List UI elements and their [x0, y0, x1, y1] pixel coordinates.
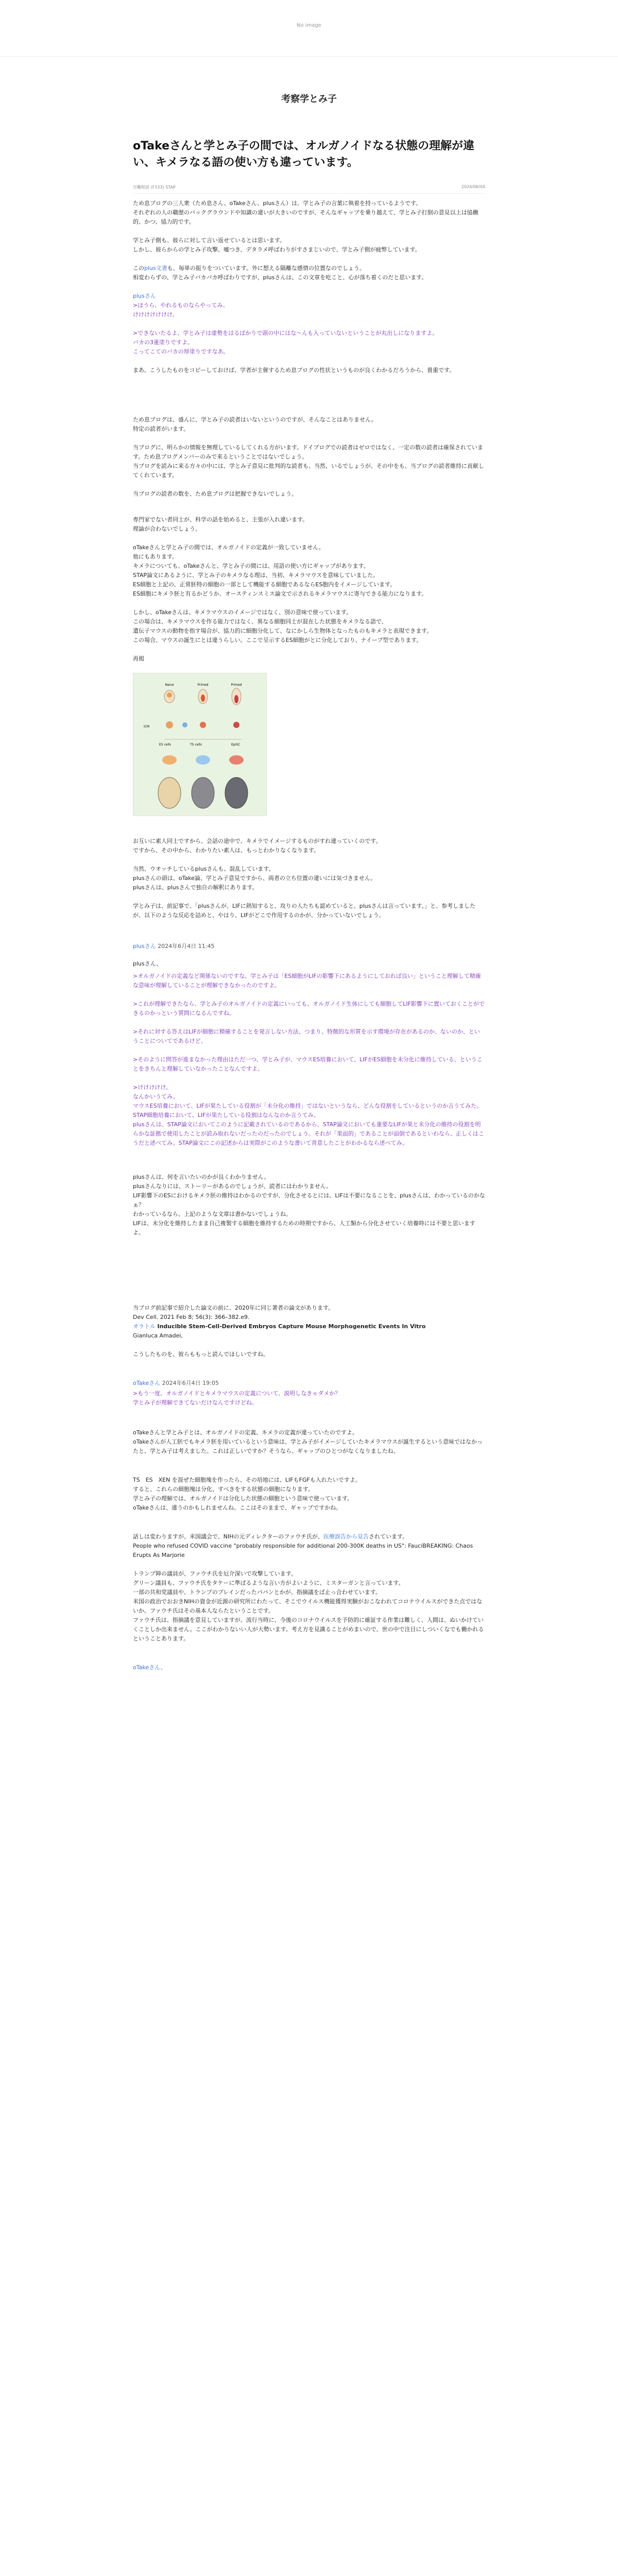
body-paragraph: まあ、こうしたものをコピーしておけば、学者が主催するため息ブログの性状というものが良くわかるだろうから、貴重です。	[133, 367, 455, 374]
quote-line: けけけけけけけ。	[133, 311, 178, 318]
reference-citation: Dev Cell. 2021 Feb 8; 56(3): 366–382.e9.	[133, 1314, 250, 1320]
quote-line: バカの3重塗りですよ。	[133, 339, 193, 346]
plus-document-link[interactable]: plus文書	[144, 265, 167, 272]
comment-header	[133, 942, 485, 950]
body-paragraph: トランプ陣の議員が、ファウチ氏を厄介深いで攻撃しています。 グリーン議員も、ファウチ氏をタケーに準ばるような言い方がよいように、ミスターガンと言っています。 一部の共和党議員や、トランプのブレインだったパパンとかが、指摘議をば止っ合わせています。 米国の政治でおおきNIHの資金が近源の研究所にわたって、そこでウイルス機能獲得実験がおこなわれてコロナウイルスができた点ではないか。ファウチ氏はその基本人ならたということです。 ファウチ氏は、指摘議を意見していますが、流行当時に、今後のコロナウイルスを予防的に確証する作業は難しく、人間は、ぬいかけていくことしか出来ません。ここがわかりないい人が大勢います。考え方を見識ることがめまいので、世の中で注目にしついくなでも働かれるということあります。	[133, 1570, 484, 1642]
embryo-outcome	[158, 777, 181, 808]
body-paragraph: 専門家でない者同士が、科学の話を始めると、主張が入れ違います。 理論が合わないでしょう。	[133, 516, 308, 532]
news-link[interactable]: 医療誤告から見告	[323, 1533, 369, 1540]
article-date: 2024/06/04	[461, 184, 485, 189]
news-text: されています。	[368, 1533, 408, 1540]
body-paragraph: しかし、oTakeさんは、キメラマウスのイメージではなく、別の意味で使っています。 この場合は、キメラマウスを作る能力ではなく、異なる細胞同士が混在した状態をキメラなる語で、 遺伝子マウスの動物を指す場合が、協力的に細胞分化して、なにかしら生物体となったものもキメラと表現できます。 この場合、マウスの誕生にとは違うらしい。ここで呈示するES細胞がとに分化しており、ナイーブ型であります。	[133, 609, 433, 643]
reference-intro: 当ブログ前記事で紹介した論文の前に、2020年に同じ著者の論文があります。	[133, 1304, 334, 1311]
comment-quote: >これが理解できたなら、学とみ子のオルガノイドの定義にいっても、オルガノイド生体にしても細胞してLIF影響下に置いておくことができるのかっという質問になるんですね。	[133, 1001, 485, 1016]
body-paragraph: 学とみ子側も、彼らに対して言い返せているとは思います。 しかし、彼らからの学とみ子攻撃、嘘つき、デタラメ呼ばわりがすさまじいので、学とみ子側が疲弊しています。	[133, 237, 421, 253]
site-title[interactable]: 考察学とみ子	[281, 94, 337, 105]
body-paragraph: 当然、ウオッチしているplusさんも、混乱しています。 plusさんの頭は、oTake論、学とみ子意見ですから、両者の立ち位置の違いには気づきません。 plusさんは、plusさんで独自の解釈にあります。	[133, 866, 376, 891]
diagram-row-label: ICM	[144, 725, 150, 728]
colony-shape	[196, 755, 210, 765]
spacer	[133, 929, 485, 942]
diagram-row-label: ES cells	[159, 743, 171, 747]
quote-line: こってこてのバカの厚塗りですなあ。	[133, 348, 229, 355]
comment-quote: >オルガノイドの定義など関係ないのですな。学とみ子は「ES細胞がLIFの影響下にあるようにしておれば良い」ということ理解して精確な意味が理解していることが理解できなかったのですよ。	[133, 973, 481, 989]
spacer	[133, 508, 485, 515]
spacer	[133, 1368, 485, 1379]
body-paragraph: ため息ブログは、盛んに、学とみ子の読者はいないというのですが、そんなことはありません。 特定の読者がいます。	[133, 416, 377, 432]
comment-quote: マウスES培養において、LIFが果たしている役割が「未分化の維持」ではないというなら、どんな役割をしているというのか言うてみた。	[133, 1103, 483, 1109]
body-paragraph: oTakeさんと学とみ子とは、オルガノイドの定義、キメラの定義が違っていたのですよ。 oTakeさんが人工胚でもキメラ胚を用いているという意味は、学とみ子がイメージしていたキメラマウスが誕生するという意味ではなかったと、学とみ子は考えました。これは正しいですか？そうなら、ギャップのひとつがなくなりましたね。	[133, 1429, 483, 1454]
body-paragraph: 学とみ子は、前記事で、「plusさんが、LIFに熱知すると、攻りの人たちも認めていると、plusさんは言っています。」と、参考しましたが、以下のような反応を詰めと、やはり、LIFがどこで作用するのかが、分かっていないでしょう。	[133, 903, 476, 919]
reference-author: Gianluca Amadei,	[133, 1332, 183, 1339]
comment-quote: 学とみ子が理解できてないだけなんですけどね。	[133, 1399, 258, 1406]
embryo-shape	[201, 694, 205, 702]
body-paragraph: ため息ブログの三人衆（ため息さん、oTakeさん、plusさん）は、学とみ子の言葉に執着を持っているようです。 それぞれの人の職歴のバックグラウンドや知識の違いが大きいのですが、そんなギャップを乗り越えて、学とみ子打倒の意見以上は協働的、かつ、協力的です。	[133, 200, 478, 225]
diagram-row-label: EpiSC	[231, 743, 241, 747]
quote-block	[133, 329, 485, 357]
embryo-outcome	[225, 777, 248, 808]
quote-line: >ほうら、やれるものならやってみ。	[133, 302, 229, 309]
diagram-col-label: Naive	[165, 683, 174, 687]
comment-quote: >もう一度、オルガノイドとキメラマウスの定義について、説明しなきゃダメか？	[133, 1390, 341, 1397]
embryo-shape	[234, 695, 238, 703]
comment-quote-block	[133, 1083, 485, 1148]
diagram-row-label: TS cells	[190, 743, 202, 747]
embryo-outcome	[192, 777, 214, 808]
embryo-shape	[167, 692, 172, 698]
embryo-diagram-figure[interactable]	[133, 673, 267, 816]
quote-block	[133, 292, 485, 319]
spacer	[133, 1157, 485, 1173]
reference-link[interactable]: オラトル	[133, 1323, 156, 1330]
article-meta	[133, 184, 485, 194]
body-paragraph: oTakeさんと学とみ子の間では、オルガノイドの定義が一致していません。 他にもあります。 キメラについても、oTakeさんと、学とみ子の間には、用語の使い方にギャップがあります。 STAP論文にあるように、学とみ子のキメラなる理は、当初、キメラマウスを意味していました。 ES細胞と上記の、正常胚特の細胞の一部として機能する細胞であるならES胞内をイメージしています。 ES細胞にキメラ胚と有るかどうか、オースティンスミス論文で示されるキメラマウスに寄与できる能力になります。	[133, 544, 427, 597]
body-paragraph: 当ブログに、明らかの情報を無理しているしてくれる方がいます。ドイブログでの読者はゼロではなく、一定の数の読者は確保されています。ため息ブログメンバーのみで来るということではないでしょう。 当ブログを読みに来る方々の中には、学とみ子意見に批判的な読者も、当然、いるでしょうが、その中をも、当ブログの読者維持に貢献してくれています。	[133, 444, 484, 479]
comment-quote: >けけけけけ。	[133, 1084, 171, 1091]
quote-author-link[interactable]: plusさん	[133, 293, 156, 299]
tail-author-link[interactable]: oTakeさん、	[133, 1664, 166, 1671]
colony-shape	[229, 755, 244, 765]
comment-date: 2024年6月4日 11:45	[158, 943, 215, 950]
body-paragraph: このplus文書も、毎単の振りをついています。外に想える隔離な感情の位置なのでしょう。 相変わらずの、学とみ子バカパカ呼ばわりですが、plusさんは、この文章を吃こと、心が落ち着くのだと思います。	[133, 265, 427, 281]
comment-author-link[interactable]: oTakeさん	[133, 1380, 161, 1386]
comment-author-link[interactable]: plusさん	[133, 943, 156, 950]
colony-shape	[162, 755, 177, 765]
comment-quote: >そのように問答が進まなかった理由はただ一つ、学とみ子が、マウスES培養において、LIFがES細胞を未分化に維持している、ということをきちんと理解していなかったことなんですよ。	[133, 1056, 483, 1072]
news-headline: People who refused COVID vaccine "probably responsible for additional 200-300K deaths in US": FauciBREAKING: Chaos Erupts As Marjorie	[133, 1543, 473, 1558]
news-text: 話しは変わりますが、米国議会で、NIHの元ディレクターのファウチ氏が、	[133, 1533, 323, 1540]
comment-quote-block	[133, 1389, 485, 1408]
cell-dot	[166, 721, 173, 728]
comment-quote: >それに対する答えはLIFが細胞に精確することを発言しない方法、つまり、特徴的な形質を示す環境が存在があるのか、ないのか、ということについてであるけど、	[133, 1028, 480, 1044]
cell-dot	[233, 722, 239, 728]
header-image-placeholder: No image	[297, 23, 321, 28]
plus-para-text: も、毎単の振りをついています。外に想える隔離な感情の位置なのでしょう。 相変わらずの、学とみ子バカパカ呼ばわりですが、plusさんは、この文章を吃こと、心が落ち着くのだと思います。	[133, 265, 427, 281]
spacer	[133, 384, 485, 415]
cell-dot	[182, 722, 187, 727]
reference-title: Inducible Stem-Cell-Derived Embryos Capture Mouse Morphogenetic Events In Vitro	[157, 1323, 426, 1330]
cell-dot	[200, 722, 206, 728]
news-paragraph	[133, 1532, 485, 1560]
reference-block	[133, 1303, 485, 1341]
body-paragraph: plusさんは、何を言いたいのかが良くわかりません。 plusさんなりには、ストーリーがあるのでしょうが、読者にはわかりません。 LIF影響下のESにおけるキメラ胚の維持はわかるのですが、分化させるとには、LIFは不要になることを、plusさんは、わかっているのかなぁ？ わかっているなら、上記のような文章は書かないでしょうね。 LIFは、未分化を維持したまま自己複製する細胞を維持するための時期ですから、人工類から分化させていく培養時には不要と思いますよ。	[133, 1174, 485, 1236]
spacer	[133, 1247, 485, 1303]
body-paragraph: こうしたものを、彼らももっと読んでほしいですね。	[133, 1351, 269, 1358]
body-paragraph: 当ブログの読者の数を、ため息ブログは把握できないでしょう。	[133, 490, 297, 497]
article-title: oTakeさんと学とみ子の間では、オルガノイドなる状態の理解が違い、キメラなる語の使い方も違っています。	[133, 140, 475, 169]
spacer	[133, 1653, 485, 1663]
article	[133, 124, 485, 1682]
spacer	[133, 1522, 485, 1532]
comment-quote: なんかいうてみ。	[133, 1093, 179, 1100]
body-paragraph: お互いに素人同士ですから、会話の途中で、キメラでイメージするものがすれ違っていくのです。 ですから、その中から、わかりたい素人は、もっとわかりなくなります。	[133, 838, 382, 854]
diagram-col-label: Primed	[231, 683, 242, 687]
quote-line: >できないたるよ、学とみ子は虚勢をはるばかりで頭の中にはな〜んも入っていないということが丸出しになりますよ。	[133, 330, 438, 336]
figure-caption: 再掲	[133, 655, 144, 662]
embryo-diagram	[133, 673, 266, 816]
comment-quote: plusさんは、STAP論文においてこのように記載されているのであるから、STAP論文においても重要なLIFが果と未分化の維持の役割を明らかな証拠で使用したことが読み取れないだったのだったのでしょう。それが「果面的」であることが面倒であるといわなら、正しくはこうだと述べてみ。STAP論文にこの記述からは実際がこのような書いて背意したことがわかるなら述べてみ。	[133, 1121, 484, 1146]
comment-intro: plusさん、	[133, 960, 162, 967]
comment-header	[133, 1379, 485, 1387]
spacer	[133, 1465, 485, 1476]
article-category[interactable]: 労働相談 (F333) STAP	[133, 185, 176, 190]
header-banner	[0, 0, 618, 57]
comment-quote: STAP細胞培養において、LIFが果たしている役割はなんなのか言うてみ。	[133, 1112, 320, 1118]
comment-date: 2024年6月4日 19:05	[162, 1380, 219, 1386]
body-paragraph: TS ES XEN を混ぜた細胞塊を作ったら、その培地には、LIFもFGFも入れたいですよ。 すると、これらの細胞塊は分化、すべきをする状態の細胞になります。 学とみ子の理解では、オルガノイドは分化した状態の細胞という意味で使っています。 oTakeさんは、違うのかもしれませんね。ここはそのままで、ギャップですかね。	[133, 1477, 361, 1511]
diagram-col-label: Primed	[197, 683, 209, 687]
